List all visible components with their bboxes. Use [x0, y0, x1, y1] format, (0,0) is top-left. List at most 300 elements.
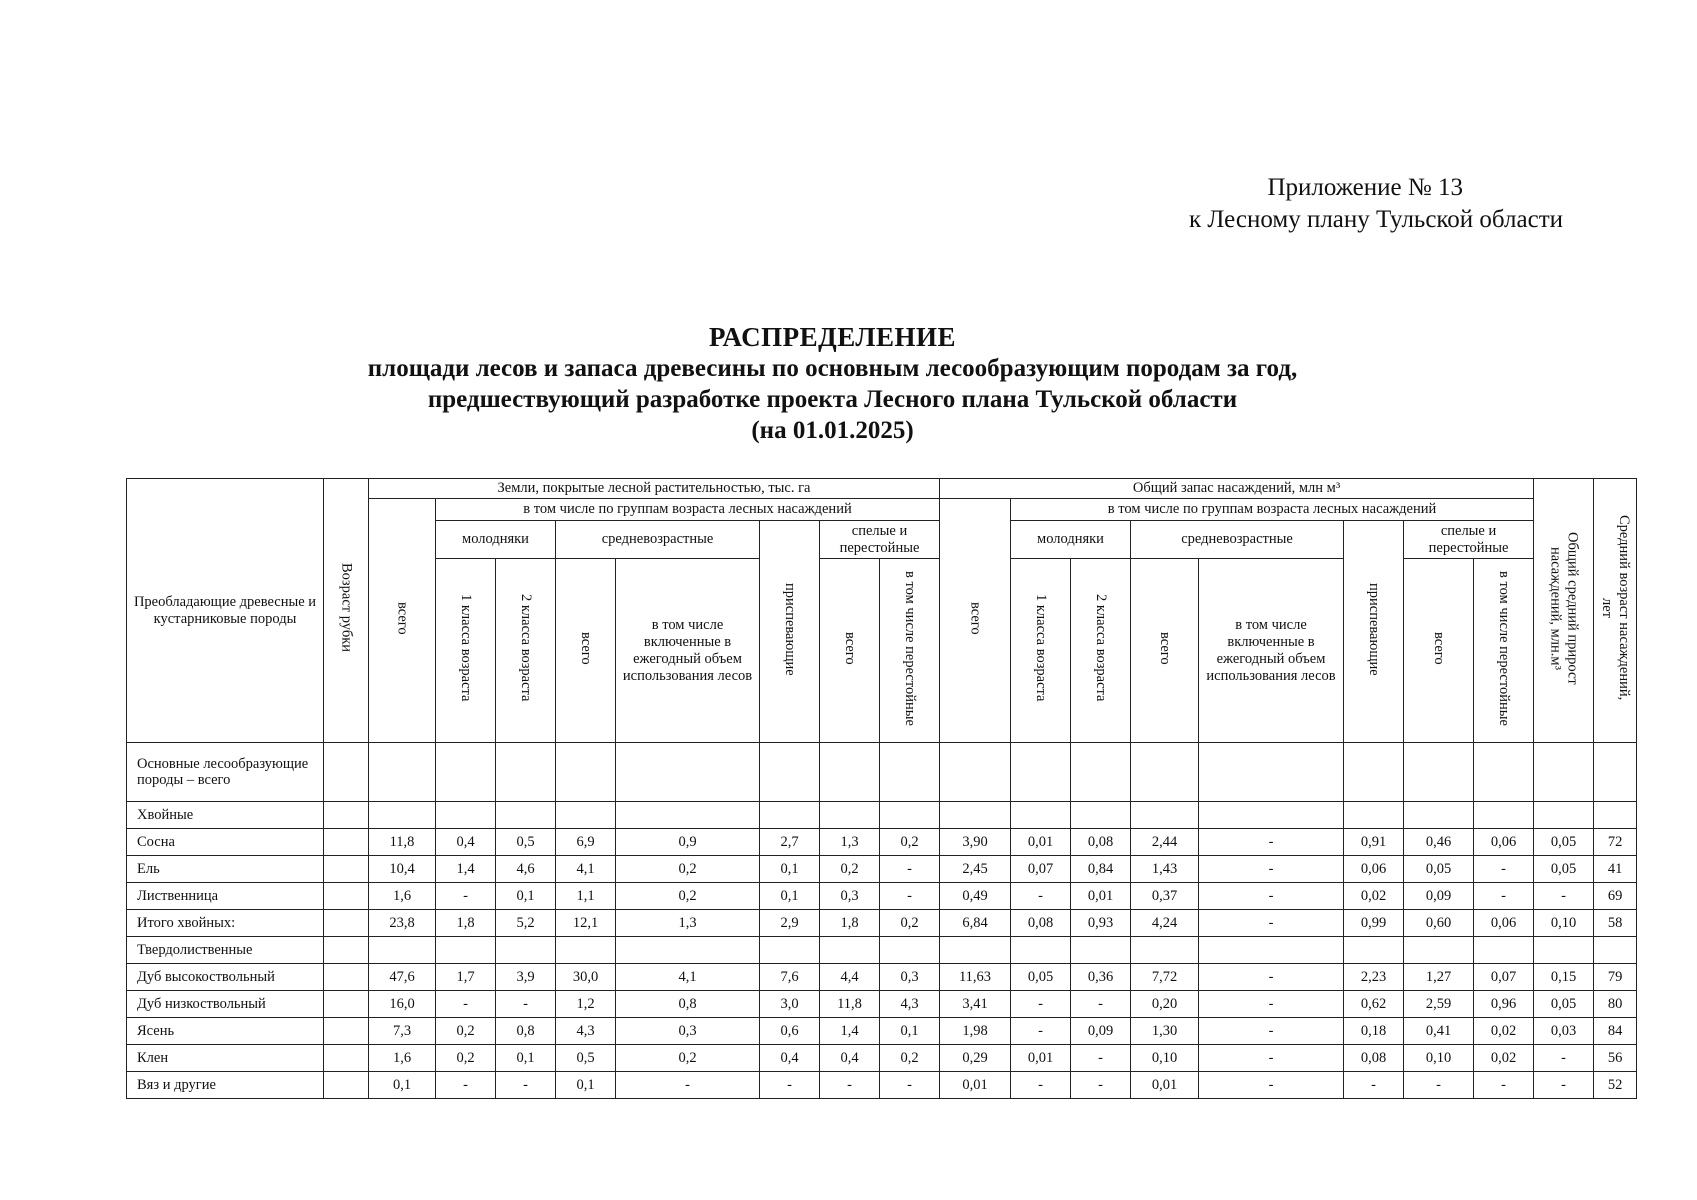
table-cell: 2,44 — [1131, 829, 1199, 856]
table-cell: 0,01 — [1071, 883, 1131, 910]
table-cell: 0,01 — [1011, 1045, 1071, 1072]
row-species-name: Твердолиственные — [127, 937, 324, 964]
table-cell: 0,8 — [496, 1018, 556, 1045]
table-cell: 0,10 — [1404, 1045, 1474, 1072]
table-cell: 4,1 — [616, 964, 760, 991]
header-area-age-groups: в том числе по группам возраста лесных насаждений — [436, 499, 940, 521]
table-cell: - — [1011, 1018, 1071, 1045]
row-species-name: Дуб высокоствольный — [127, 964, 324, 991]
table-cell — [1131, 743, 1199, 802]
table-cell — [760, 743, 820, 802]
table-cell: 7,3 — [369, 1018, 436, 1045]
table-row — [127, 1045, 1637, 1072]
table-cell: 52 — [1594, 1072, 1637, 1099]
table-row — [127, 937, 1637, 964]
header-area-included: в том числе включенные в ежегодный объем использования лесов — [616, 559, 760, 743]
table-cell: 0,1 — [760, 856, 820, 883]
table-cell: 0,4 — [436, 829, 496, 856]
header-area-ripening — [760, 521, 820, 743]
table-cell — [1344, 937, 1404, 964]
table-cell: 69 — [1594, 883, 1637, 910]
table-cell: 30,0 — [556, 964, 616, 991]
table-cell — [369, 743, 436, 802]
table-cell: 4,1 — [556, 856, 616, 883]
table-cell — [616, 743, 760, 802]
table-cell: 0,15 — [1534, 964, 1594, 991]
table-cell: 0,29 — [940, 1045, 1011, 1072]
table-cell — [616, 937, 760, 964]
title-line-2: предшествующий разработке проекта Лесного плана Тульской области — [427, 386, 1238, 413]
table-row — [127, 883, 1637, 910]
document-title — [0, 322, 1665, 446]
table-cell: 1,30 — [1131, 1018, 1199, 1045]
table-cell: 0,06 — [1344, 856, 1404, 883]
header-area-class1 — [436, 559, 496, 743]
row-species-name: Ясень — [127, 1018, 324, 1045]
table-cell: 4,3 — [556, 1018, 616, 1045]
table-cell: 0,05 — [1534, 829, 1594, 856]
table-cell — [880, 743, 940, 802]
table-cell — [1199, 937, 1344, 964]
table-cell: 0,2 — [616, 883, 760, 910]
table-cell — [436, 743, 496, 802]
table-cell: 0,84 — [1071, 856, 1131, 883]
table-cell: 0,08 — [1344, 1045, 1404, 1072]
table-cell: 0,2 — [880, 910, 940, 937]
header-area-middle: средневозрастные — [556, 521, 760, 559]
table-cell: - — [1199, 910, 1344, 937]
table-cell: 0,1 — [369, 1072, 436, 1099]
table-cell — [616, 802, 760, 829]
table-cell: - — [1199, 1018, 1344, 1045]
table-cell — [496, 802, 556, 829]
table-cell: 0,05 — [1011, 964, 1071, 991]
table-cell: 1,3 — [820, 829, 880, 856]
table-cell: 0,3 — [616, 1018, 760, 1045]
header-area-class1-text: 1 класса возраста — [458, 594, 474, 702]
table-cell: 0,49 — [940, 883, 1011, 910]
header-cutting-age-text: Возраст рубки — [338, 563, 355, 653]
header-stock-class1 — [1011, 559, 1071, 743]
table-cell: 0,62 — [1344, 991, 1404, 1018]
table-cell: - — [1199, 883, 1344, 910]
table-cell — [1594, 802, 1637, 829]
table-cell: - — [616, 1072, 760, 1099]
annex-reference: к Лесному плану Тульской области — [1188, 206, 1563, 233]
distribution-table — [126, 478, 1637, 1099]
table-cell: 10,4 — [369, 856, 436, 883]
table-cell: 0,10 — [1131, 1045, 1199, 1072]
table-cell: 4,24 — [1131, 910, 1199, 937]
header-area-middle-total — [556, 559, 616, 743]
table-cell: 4,4 — [820, 964, 880, 991]
table-cell — [1011, 937, 1071, 964]
table-cell — [820, 937, 880, 964]
row-species-name: Итого хвойных: — [127, 910, 324, 937]
table-cell: 2,7 — [760, 829, 820, 856]
table-cell: 4,3 — [880, 991, 940, 1018]
title-main: РАСПРЕДЕЛЕНИЕ — [708, 322, 957, 352]
header-stock-included: в том числе включенные в ежегодный объем использования лесов — [1199, 559, 1344, 743]
header-stock-ripening — [1344, 521, 1404, 743]
header-area-ripening-text: приспевающие — [782, 582, 798, 676]
table-row — [127, 1072, 1637, 1099]
table-cell — [1199, 802, 1344, 829]
table-cell — [369, 802, 436, 829]
table-cell: 3,90 — [940, 829, 1011, 856]
table-cell — [940, 743, 1011, 802]
table-cell: 0,99 — [1344, 910, 1404, 937]
header-area-overmature-text: в том числе перестойные — [902, 570, 918, 726]
table-cell — [1534, 937, 1594, 964]
header-stock-middle: средневозрастные — [1131, 521, 1344, 559]
table-cell — [820, 802, 880, 829]
table-cell: 6,9 — [556, 829, 616, 856]
header-stock-mature-total — [1404, 559, 1474, 743]
table-cell: 1,43 — [1131, 856, 1199, 883]
table-row — [127, 991, 1637, 1018]
table-cell: 16,0 — [369, 991, 436, 1018]
table-cell — [1131, 802, 1199, 829]
table-cell: 4,6 — [496, 856, 556, 883]
table-cell — [556, 937, 616, 964]
title-date: (на 01.01.2025) — [751, 417, 914, 444]
table-row — [127, 1018, 1637, 1045]
table-cell: - — [880, 1072, 940, 1099]
table-cell — [1474, 802, 1534, 829]
header-stock-middle-total — [1131, 559, 1199, 743]
header-stock-overmature — [1474, 559, 1534, 743]
table-cell: 0,2 — [436, 1045, 496, 1072]
table-cell — [436, 802, 496, 829]
table-cell: 12,1 — [556, 910, 616, 937]
table-cell: 1,8 — [436, 910, 496, 937]
table-cell — [324, 802, 369, 829]
annex-number: Приложение № 13 — [1267, 174, 1463, 201]
header-area-class2-text: 2 класса возраста — [518, 594, 534, 702]
header-avg-age-text: Средний возраст насаждений, лет — [1599, 515, 1633, 701]
header-stock-age-groups: в том числе по группам возраста лесных насаждений — [1011, 499, 1534, 521]
table-cell — [880, 802, 940, 829]
table-cell: - — [1011, 883, 1071, 910]
table-cell: 3,0 — [760, 991, 820, 1018]
table-cell: - — [1199, 991, 1344, 1018]
table-cell: 0,08 — [1071, 829, 1131, 856]
table-cell: 56 — [1594, 1045, 1637, 1072]
table-cell — [1071, 743, 1131, 802]
annex-block — [1189, 172, 1563, 236]
table-cell: - — [436, 1072, 496, 1099]
table-cell: 1,8 — [820, 910, 880, 937]
table-cell: 0,01 — [1011, 829, 1071, 856]
table-cell: - — [1404, 1072, 1474, 1099]
table-cell — [556, 743, 616, 802]
table-cell: 0,1 — [556, 1072, 616, 1099]
table-cell: 0,96 — [1474, 991, 1534, 1018]
table-cell: 1,4 — [436, 856, 496, 883]
header-area-group: Земли, покрытые лесной растительностью, тыс. га — [369, 479, 940, 499]
table-cell: 0,3 — [880, 964, 940, 991]
header-area-class2 — [496, 559, 556, 743]
table-cell: - — [436, 883, 496, 910]
table-cell — [1011, 743, 1071, 802]
table-cell: - — [1474, 1072, 1534, 1099]
table-cell: - — [1071, 991, 1131, 1018]
table-cell — [820, 743, 880, 802]
header-stock-class1-text: 1 класса возраста — [1033, 594, 1049, 702]
table-cell — [1474, 743, 1534, 802]
table-row — [127, 856, 1637, 883]
header-area-young: молодняки — [436, 521, 556, 559]
table-cell — [880, 937, 940, 964]
table-cell: 0,05 — [1534, 856, 1594, 883]
table-cell: 1,7 — [436, 964, 496, 991]
table-cell: 0,09 — [1071, 1018, 1131, 1045]
table-cell: 2,23 — [1344, 964, 1404, 991]
table-cell: 47,6 — [369, 964, 436, 991]
header-stock-mature: спелые и перестойные — [1404, 521, 1534, 559]
table-cell: 3,9 — [496, 964, 556, 991]
header-increment — [1534, 479, 1594, 743]
table-cell: - — [496, 1072, 556, 1099]
table-cell — [556, 802, 616, 829]
table-cell — [436, 937, 496, 964]
row-species-name: Вяз и другие — [127, 1072, 324, 1099]
table-cell: 0,09 — [1404, 883, 1474, 910]
table-cell: 0,2 — [820, 856, 880, 883]
table-row — [127, 802, 1637, 829]
header-area-total — [369, 499, 436, 743]
table-cell — [324, 910, 369, 937]
table-cell — [1594, 937, 1637, 964]
table-cell: 0,02 — [1344, 883, 1404, 910]
row-species-name: Сосна — [127, 829, 324, 856]
table-cell: 0,20 — [1131, 991, 1199, 1018]
table-cell: - — [1534, 883, 1594, 910]
table-cell: 0,1 — [760, 883, 820, 910]
table-cell: 1,1 — [556, 883, 616, 910]
table-row — [127, 743, 1637, 802]
header-area-total-text: всего — [394, 601, 411, 635]
table-cell: 0,6 — [760, 1018, 820, 1045]
table-cell — [1011, 802, 1071, 829]
table-cell: 0,01 — [940, 1072, 1011, 1099]
table-cell: 0,2 — [616, 856, 760, 883]
table-cell: 0,36 — [1071, 964, 1131, 991]
table-cell: 0,1 — [880, 1018, 940, 1045]
table-cell — [1404, 937, 1474, 964]
table-cell: 1,27 — [1404, 964, 1474, 991]
row-species-name: Дуб низкоствольный — [127, 991, 324, 1018]
table-cell: 1,3 — [616, 910, 760, 937]
table-cell — [760, 937, 820, 964]
table-cell: 1,98 — [940, 1018, 1011, 1045]
header-stock-group: Общий запас насаждений, млн м³ — [940, 479, 1534, 499]
table-cell: 0,06 — [1474, 829, 1534, 856]
table-cell — [1474, 937, 1534, 964]
table-cell: - — [880, 883, 940, 910]
table-cell: 41 — [1594, 856, 1637, 883]
table-cell: 7,6 — [760, 964, 820, 991]
table-cell: 0,4 — [760, 1045, 820, 1072]
table-cell: 0,02 — [1474, 1045, 1534, 1072]
table-cell — [324, 1018, 369, 1045]
table-cell: 2,9 — [760, 910, 820, 937]
table-cell: 0,2 — [616, 1045, 760, 1072]
table-cell: - — [1474, 856, 1534, 883]
table-cell — [324, 743, 369, 802]
table-cell — [496, 743, 556, 802]
table-cell: 0,01 — [1131, 1072, 1199, 1099]
table-row — [127, 964, 1637, 991]
table-cell: - — [1199, 1045, 1344, 1072]
title-line-1: площади лесов и запаса древесины по основным лесообразующим породам за год, — [367, 355, 1298, 382]
table-cell: 0,10 — [1534, 910, 1594, 937]
table-row — [127, 829, 1637, 856]
table-cell: 0,5 — [556, 1045, 616, 1072]
table-cell — [1344, 743, 1404, 802]
table-cell: 1,6 — [369, 883, 436, 910]
table-cell — [369, 937, 436, 964]
row-species-name: Клен — [127, 1045, 324, 1072]
row-species-name: Лиственница — [127, 883, 324, 910]
header-stock-total — [940, 499, 1011, 743]
table-cell: - — [1199, 1072, 1344, 1099]
header-area-mature-total — [820, 559, 880, 743]
table-cell: 0,18 — [1344, 1018, 1404, 1045]
table-cell: 7,72 — [1131, 964, 1199, 991]
table-cell: 0,1 — [496, 883, 556, 910]
header-stock-young: молодняки — [1011, 521, 1131, 559]
table-cell: 0,06 — [1474, 910, 1534, 937]
table-cell: 58 — [1594, 910, 1637, 937]
table-cell: 0,2 — [880, 1045, 940, 1072]
table-cell: 0,46 — [1404, 829, 1474, 856]
table-cell — [1594, 743, 1637, 802]
table-cell: 0,05 — [1534, 991, 1594, 1018]
table-body — [127, 743, 1637, 1099]
table-cell: 84 — [1594, 1018, 1637, 1045]
table-cell: 0,9 — [616, 829, 760, 856]
table-cell: - — [1011, 1072, 1071, 1099]
header-stock-class2 — [1071, 559, 1131, 743]
table-cell — [496, 937, 556, 964]
header-stock-class2-text: 2 класса возраста — [1093, 594, 1109, 702]
table-cell: - — [1071, 1072, 1131, 1099]
table-cell: 5,2 — [496, 910, 556, 937]
header-stock-ripening-text: приспевающие — [1366, 582, 1382, 676]
table-cell: 0,37 — [1131, 883, 1199, 910]
table-cell — [1534, 743, 1594, 802]
table-cell: 0,60 — [1404, 910, 1474, 937]
header-area-mature-total-text: всего — [842, 631, 858, 665]
table-cell: - — [436, 991, 496, 1018]
table-cell: - — [1011, 991, 1071, 1018]
table-cell: 1,2 — [556, 991, 616, 1018]
row-species-name: Ель — [127, 856, 324, 883]
table-cell: - — [1071, 1045, 1131, 1072]
table-cell: - — [760, 1072, 820, 1099]
table-cell: - — [1534, 1072, 1594, 1099]
header-species: Преобладающие древесные и кустарниковые породы — [127, 479, 324, 743]
header-increment-text: Общий средний прирост насаждений, млн.м³ — [1547, 531, 1581, 685]
table-cell: 80 — [1594, 991, 1637, 1018]
table-cell — [760, 802, 820, 829]
table-cell — [1404, 802, 1474, 829]
header-avg-age — [1594, 479, 1637, 743]
table-cell: 0,91 — [1344, 829, 1404, 856]
table-cell — [324, 991, 369, 1018]
table-cell — [940, 937, 1011, 964]
table-cell — [940, 802, 1011, 829]
table-cell — [324, 829, 369, 856]
row-species-name: Основные лесообразующие породы – всего — [127, 743, 324, 802]
table-cell: 0,1 — [496, 1045, 556, 1072]
header-stock-middle-total-text: всего — [1157, 631, 1173, 665]
table-cell: 2,45 — [940, 856, 1011, 883]
table-cell: 0,2 — [436, 1018, 496, 1045]
header-area-mature: спелые и перестойные — [820, 521, 940, 559]
table-cell — [1199, 743, 1344, 802]
table-cell: 6,84 — [940, 910, 1011, 937]
header-area-middle-total-text: всего — [578, 631, 594, 665]
table-cell: 11,8 — [820, 991, 880, 1018]
table-cell — [324, 883, 369, 910]
table-cell: 1,6 — [369, 1045, 436, 1072]
table-cell: - — [820, 1072, 880, 1099]
table-cell: - — [496, 991, 556, 1018]
table-cell: 0,2 — [880, 829, 940, 856]
header-cutting-age — [324, 479, 369, 743]
header-stock-mature-total-text: всего — [1431, 631, 1447, 665]
table-cell: 0,4 — [820, 1045, 880, 1072]
table-cell: 79 — [1594, 964, 1637, 991]
table-cell — [324, 856, 369, 883]
table-cell — [1534, 802, 1594, 829]
table-cell — [1344, 802, 1404, 829]
table-cell: - — [1474, 883, 1534, 910]
table-cell: 0,03 — [1534, 1018, 1594, 1045]
table-cell: - — [880, 856, 940, 883]
table-cell: - — [1199, 964, 1344, 991]
table-cell — [1071, 937, 1131, 964]
table-cell — [1404, 743, 1474, 802]
table-cell: - — [1199, 856, 1344, 883]
table-cell: 0,93 — [1071, 910, 1131, 937]
table-cell: 23,8 — [369, 910, 436, 937]
header-stock-total-text: всего — [967, 601, 984, 635]
table-cell — [1131, 937, 1199, 964]
table-cell: 0,41 — [1404, 1018, 1474, 1045]
table-cell: 3,41 — [940, 991, 1011, 1018]
table-cell: - — [1199, 829, 1344, 856]
table-cell — [324, 937, 369, 964]
header-area-overmature — [880, 559, 940, 743]
table-cell: 1,4 — [820, 1018, 880, 1045]
table-cell: 0,05 — [1404, 856, 1474, 883]
table-cell: - — [1534, 1045, 1594, 1072]
table-cell: 0,07 — [1474, 964, 1534, 991]
table-cell: 0,3 — [820, 883, 880, 910]
table-cell — [324, 1072, 369, 1099]
table-row — [127, 910, 1637, 937]
table-cell: 0,08 — [1011, 910, 1071, 937]
header-stock-overmature-text: в том числе перестойные — [1496, 570, 1513, 726]
table-cell: 2,59 — [1404, 991, 1474, 1018]
row-species-name: Хвойные — [127, 802, 324, 829]
table-cell: 11,63 — [940, 964, 1011, 991]
table-cell: 0,07 — [1011, 856, 1071, 883]
